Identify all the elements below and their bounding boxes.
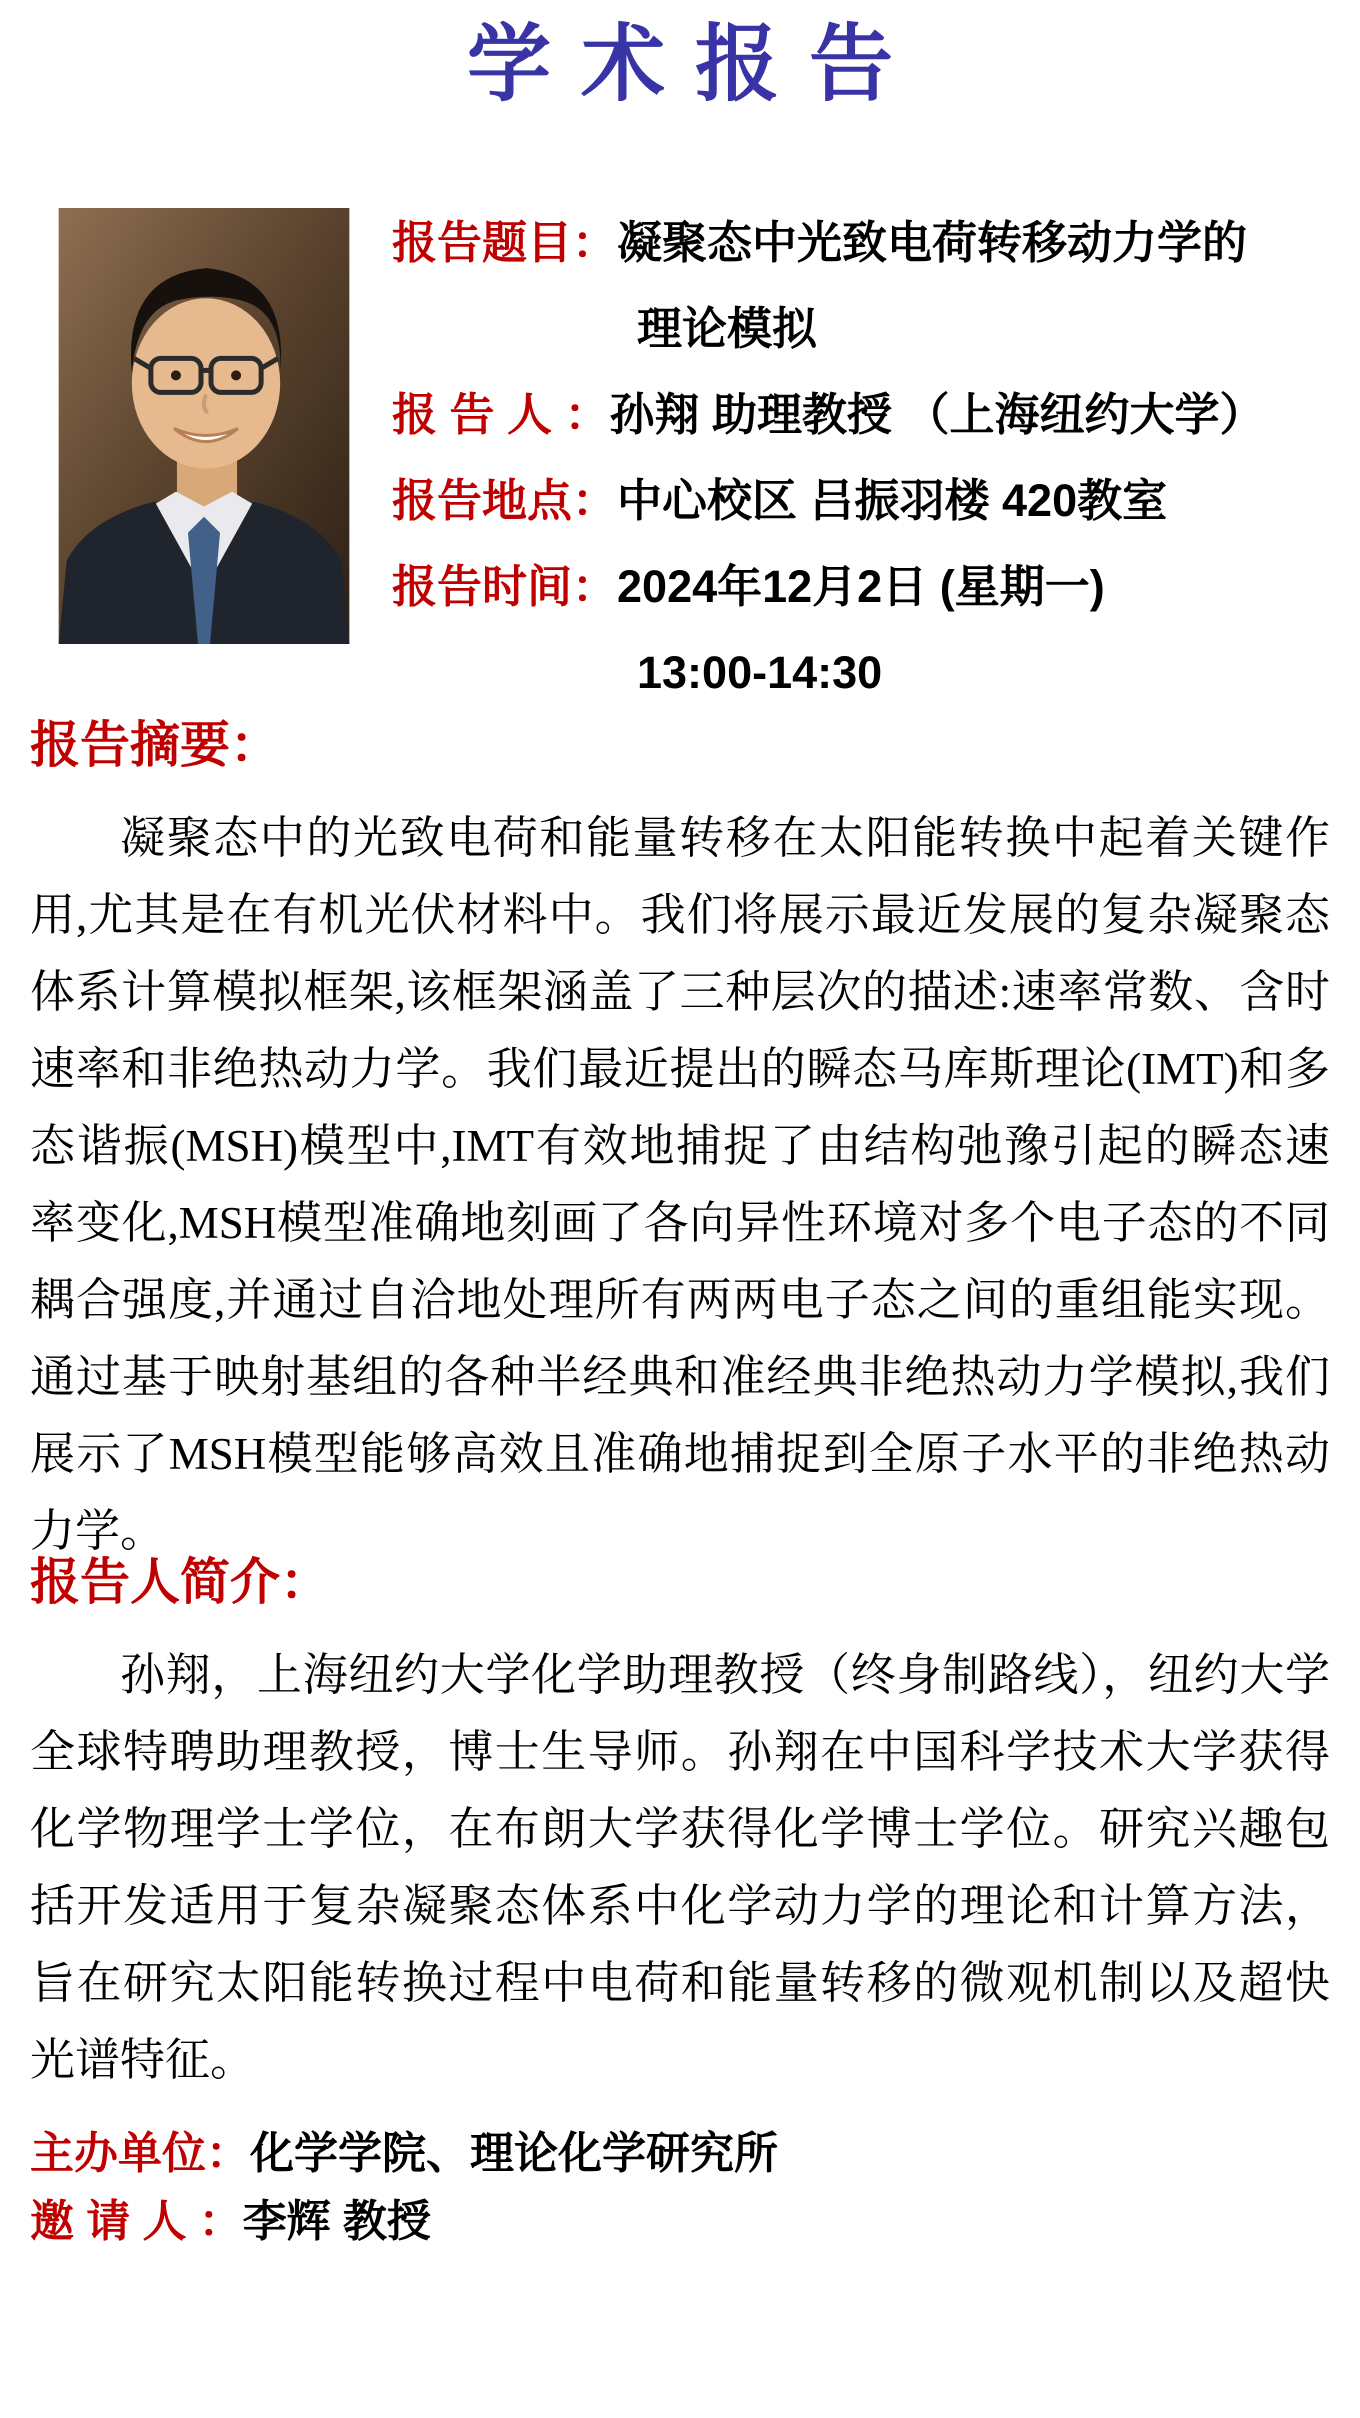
bio-section xyxy=(30,1552,1330,2099)
host-value: 化学学院、理论化学研究所 xyxy=(250,2129,778,2178)
poster-title: 学术报告 xyxy=(466,14,923,113)
venue-value: 中心校区 吕振羽楼 420教室 xyxy=(617,475,1168,526)
topic-label: 报告题目： xyxy=(392,217,618,268)
footer-row-host xyxy=(30,2120,1330,2188)
inviter-value: 李辉 教授 xyxy=(242,2197,431,2246)
time-value-line2: 13:00-14:30 xyxy=(637,647,883,698)
time-label: 报告时间： xyxy=(392,561,618,612)
left-eye xyxy=(171,370,181,380)
info-row-time-cont xyxy=(392,630,1342,716)
inviter-label: 邀 请 人 ： xyxy=(30,2197,243,2246)
info-row-venue xyxy=(392,458,1342,544)
speaker-label: 报 告 人 ： xyxy=(392,389,610,440)
host-label: 主办单位： xyxy=(30,2129,250,2178)
speaker-photo xyxy=(58,208,350,644)
bio-body: 孙翔，上海纽约大学化学助理教授（终身制路线），纽约大学全球特聘助理教授，博士生导师。孙翔在中国科学技术大学获得化学物理学士学位，在布朗大学获得化学博士学位。研究兴趣包括开发适用于复杂凝聚态体系中化学动力学的理论和计算方法，旨在研究太阳能转换过程中电荷和能量转移的微观机制以及超快光谱特征。 xyxy=(30,1650,1330,2085)
info-row-topic xyxy=(392,200,1342,286)
abstract-section xyxy=(30,715,1330,1570)
footer-row-inviter xyxy=(30,2188,1330,2256)
bio-heading: 报告人简介： xyxy=(30,1554,330,1610)
speaker-value: 孙翔 助理教授 （上海纽约大学） xyxy=(609,389,1265,440)
venue-label: 报告地点： xyxy=(392,475,618,526)
time-value: 2024年12月2日 (星期一) xyxy=(617,561,1105,612)
footer xyxy=(30,2120,1330,2256)
abstract-heading: 报告摘要： xyxy=(30,717,280,773)
info-row-topic-cont xyxy=(392,286,1342,372)
seminar-info xyxy=(392,200,1342,716)
topic-value: 凝聚态中光致电荷转移动力学的 xyxy=(617,217,1248,268)
info-row-time xyxy=(392,544,1342,630)
abstract-body: 凝聚态中的光致电荷和能量转移在太阳能转换中起着关键作用,尤其是在有机光伏材料中。我们将展示最近发展的复杂凝聚态体系计算模拟框架,该框架涵盖了三种层次的描述:速率常数、含时速率和非绝热动力学。我们最近提出的瞬态马库斯理论(IMT)和多态谐振(MSH)模型中,IMT有效地捕捉了由结构弛豫引起的瞬态速率变化,MSH模型准确地刻画了各向异性环境对多个电子态的不同耦合强度,并通过自洽地处理所有两两电子态之间的重组能实现。通过基于映射基组的各种半经典和准经典非绝热动力学模拟,我们展示了MSH模型能够高效且准确地捕捉到全原子水平的非绝热动力学。 xyxy=(30,813,1330,1556)
right-eye xyxy=(231,370,241,380)
topic-value-line2: 理论模拟 xyxy=(637,303,818,354)
info-row-speaker xyxy=(392,372,1342,458)
